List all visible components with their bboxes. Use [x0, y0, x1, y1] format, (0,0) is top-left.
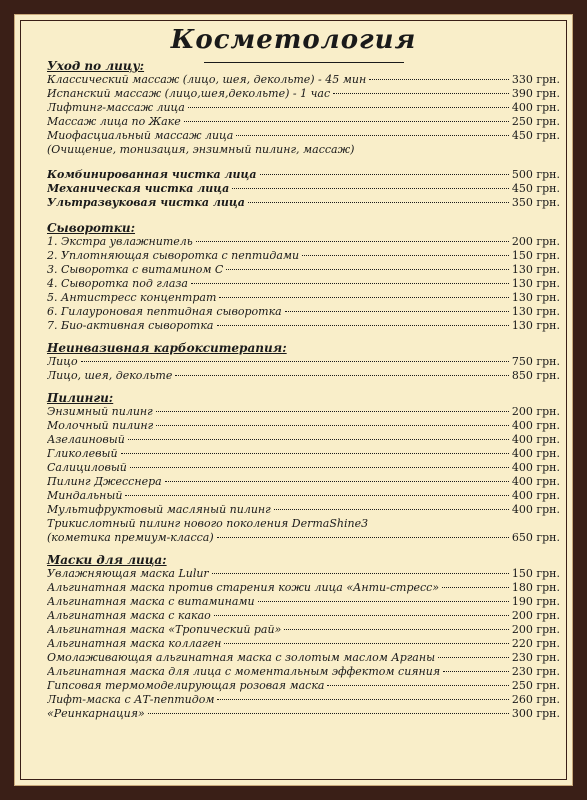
item-price: 250 грн.: [511, 679, 560, 692]
section-carboxytherapy: [47, 341, 560, 383]
item-price: 400 грн.: [511, 101, 560, 114]
section-title: Уход по лицу:: [47, 59, 145, 73]
list-item: [47, 651, 560, 665]
section-masks: [47, 553, 560, 721]
list-item: [47, 665, 560, 679]
item-label: Ультразвуковая чистка лица: [47, 196, 245, 209]
leader-dots: [217, 537, 509, 538]
list-item: [47, 461, 560, 475]
leader-dots: [438, 657, 509, 658]
item-price: 150 грн.: [511, 567, 560, 580]
item-label: Мультифруктовый масляный пилинг: [47, 503, 271, 516]
item-price: 400 грн.: [511, 475, 560, 488]
item-label: Альгинатная маска для лица с моментальным эффектом сияния: [47, 665, 441, 678]
item-label: Альгинатная маска против старения кожи лица «Анти-стресс»: [47, 581, 440, 594]
item-label: Альгинатная маска с какао: [47, 609, 211, 622]
list-item: [47, 581, 560, 595]
leader-dots: [248, 202, 509, 203]
item-price: 350 грн.: [511, 196, 560, 209]
item-price: 130 грн.: [511, 291, 560, 304]
item-price: 400 грн.: [511, 503, 560, 516]
item-label: Альгинатная маска с витаминами: [47, 595, 255, 608]
list-item: [47, 101, 560, 115]
leader-dots: [128, 439, 509, 440]
leader-dots: [184, 121, 509, 122]
list-item: [47, 182, 560, 196]
section-title: Неинвазивная карбокситерапия:: [47, 341, 287, 355]
section-title: Пилинги:: [47, 391, 114, 405]
leader-dots: [191, 283, 509, 284]
spacer: [47, 157, 560, 168]
price-list: [47, 59, 560, 721]
list-item: [47, 73, 560, 87]
item-label: 2. Уплотняющая сыворотка с пептидами: [47, 249, 300, 262]
list-item: [47, 263, 560, 277]
item-label: Миндальный: [47, 489, 123, 502]
item-price: 200 грн.: [511, 609, 560, 622]
spacer: [47, 210, 560, 221]
list-item: [47, 595, 560, 609]
leader-dots: [226, 269, 509, 270]
leader-dots: [284, 629, 509, 630]
menu-card: [14, 14, 573, 786]
list-item: [47, 277, 560, 291]
item-price: 150 грн.: [511, 249, 560, 262]
spacer: [47, 383, 560, 391]
item-label: Молочный пилинг: [47, 419, 154, 432]
item-label: Массаж лица по Жаке: [47, 115, 181, 128]
leader-dots: [175, 375, 509, 376]
item-label: Миофасциальный массаж лица: [47, 129, 234, 142]
item-price: 230 грн.: [511, 651, 560, 664]
list-item: [47, 405, 560, 419]
item-price: 750 грн.: [511, 355, 560, 368]
leader-dots: [217, 699, 508, 700]
leader-dots: [81, 361, 509, 362]
item-label: 4. Сыворотка под глаза: [47, 277, 188, 290]
leader-dots: [130, 467, 509, 468]
list-item: [47, 115, 560, 129]
item-label: Пилинг Джесснера: [47, 475, 162, 488]
leader-dots: [156, 411, 509, 412]
item-label: Испанский массаж (лицо,шея,декольте) - 1 час: [47, 87, 331, 100]
leader-dots: [236, 135, 509, 136]
section-note: (Очищение, тонизация, энзимный пилинг, массаж): [47, 143, 355, 156]
list-item: [47, 567, 560, 581]
item-price: 330 грн.: [511, 73, 560, 86]
item-price: 130 грн.: [511, 277, 560, 290]
leader-dots: [442, 587, 509, 588]
leader-dots: [333, 93, 509, 94]
list-item: [47, 355, 560, 369]
list-item: [47, 489, 560, 503]
leader-dots: [224, 643, 509, 644]
item-price: 200 грн.: [511, 623, 560, 636]
section-title: Маски для лица:: [47, 553, 167, 567]
item-label: 6. Гилауроновая пептидная сыворотка: [47, 305, 282, 318]
item-price: 190 грн.: [511, 595, 560, 608]
section-face-care: [47, 59, 560, 157]
leader-dots: [125, 495, 508, 496]
item-price: 260 грн.: [511, 693, 560, 706]
list-item: [47, 369, 560, 383]
item-price: 220 грн.: [511, 637, 560, 650]
spacer: [47, 333, 560, 341]
leader-dots: [217, 325, 509, 326]
list-item: [47, 531, 560, 545]
section-peels: [47, 391, 560, 545]
list-item: [47, 447, 560, 461]
list-item: [47, 693, 560, 707]
item-label: Салициловый: [47, 461, 127, 474]
item-label: 1. Экстра увлажнитель: [47, 235, 193, 248]
item-price: 200 грн.: [511, 405, 560, 418]
item-label: «Реинкарнация»: [47, 707, 145, 720]
item-label: Классический массаж (лицо, шея, декольте) - 45 мин: [47, 73, 367, 86]
item-price: 250 грн.: [511, 115, 560, 128]
item-label: 7. Био-активная сыворотка: [47, 319, 214, 332]
item-price: 450 грн.: [511, 182, 560, 195]
item-label: Механическая чистка лица: [47, 182, 230, 195]
item-label: Омолаживающая альгинатная маска с золотым маслом Арганы: [47, 651, 436, 664]
item-label: Лифтинг-массаж лица: [47, 101, 185, 114]
leader-dots: [219, 297, 509, 298]
item-label: 5. Антистресс концентрат: [47, 291, 217, 304]
item-label: Гликолевый: [47, 447, 118, 460]
list-item: [47, 503, 560, 517]
item-label: Лицо: [47, 355, 78, 368]
item-price: 400 грн.: [511, 447, 560, 460]
leader-dots: [285, 311, 509, 312]
item-price: 130 грн.: [511, 319, 560, 332]
list-item: [47, 87, 560, 101]
list-item: [47, 291, 560, 305]
item-price: 400 грн.: [511, 461, 560, 474]
leader-dots: [274, 509, 509, 510]
leader-dots: [369, 79, 509, 80]
list-item: [47, 235, 560, 249]
list-item: [47, 433, 560, 447]
leader-dots: [443, 671, 509, 672]
item-price: 130 грн.: [511, 305, 560, 318]
item-label: (кометика премиум-класса): [47, 531, 214, 544]
item-price: 850 грн.: [511, 369, 560, 382]
list-item: [47, 679, 560, 693]
item-price: 230 грн.: [511, 665, 560, 678]
section-serums: [47, 221, 560, 333]
item-price: 400 грн.: [511, 489, 560, 502]
section-cleansing: [47, 168, 560, 210]
list-item: [47, 609, 560, 623]
leader-dots: [260, 174, 509, 175]
list-item: [47, 475, 560, 489]
item-price: 180 грн.: [511, 581, 560, 594]
leader-dots: [156, 425, 509, 426]
section-title: Сыворотки:: [47, 221, 136, 235]
leader-dots: [214, 615, 509, 616]
list-item: [47, 129, 560, 143]
item-price: 400 грн.: [511, 419, 560, 432]
section-note: Трикислотный пилинг нового поколения DermaShine3: [47, 517, 369, 530]
item-price: 500 грн.: [511, 168, 560, 181]
list-item: [47, 305, 560, 319]
leader-dots: [212, 573, 509, 574]
leader-dots: [148, 713, 509, 714]
item-label: Лифт-маска с АТ-пептидом: [47, 693, 215, 706]
item-label: Азелаиновый: [47, 433, 125, 446]
list-item: [47, 319, 560, 333]
leader-dots: [196, 241, 509, 242]
item-label: Энзимный пилинг: [47, 405, 153, 418]
item-label: Гипсовая термомоделирующая розовая маска: [47, 679, 325, 692]
leader-dots: [165, 481, 509, 482]
item-price: 400 грн.: [511, 433, 560, 446]
list-item: [47, 623, 560, 637]
leader-dots: [302, 255, 509, 256]
item-price: 390 грн.: [511, 87, 560, 100]
list-item: [47, 196, 560, 210]
item-label: Лицо, шея, декольте: [47, 369, 173, 382]
page-title: Косметология: [170, 25, 417, 55]
leader-dots: [232, 188, 509, 189]
list-item: [47, 168, 560, 182]
item-label: Альгинатная маска коллаген: [47, 637, 222, 650]
item-price: 200 грн.: [511, 235, 560, 248]
item-price: 300 грн.: [511, 707, 560, 720]
item-label: 3. Сыворотка с витамином С: [47, 263, 224, 276]
leader-dots: [258, 601, 509, 602]
leader-dots: [327, 685, 508, 686]
spacer: [47, 545, 560, 553]
list-item: [47, 707, 560, 721]
list-item: [47, 637, 560, 651]
item-label: Комбинированная чистка лица: [47, 168, 257, 181]
list-item: [47, 249, 560, 263]
item-price: 450 грн.: [511, 129, 560, 142]
item-price: 130 грн.: [511, 263, 560, 276]
item-label: Альгинатная маска «Тропический рай»: [47, 623, 282, 636]
leader-dots: [121, 453, 509, 454]
leader-dots: [188, 107, 509, 108]
item-price: 650 грн.: [511, 531, 560, 544]
item-label: Увлажняющая маска Lulur: [47, 567, 209, 580]
list-item: [47, 419, 560, 433]
